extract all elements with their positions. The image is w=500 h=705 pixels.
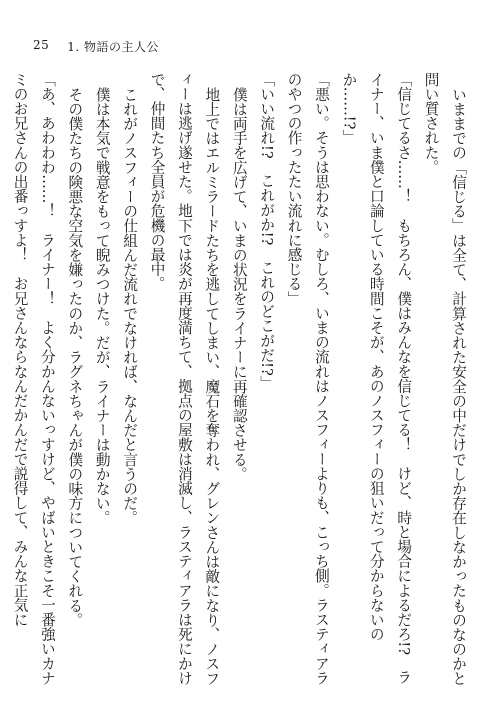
vertical-body-text (11, 72, 472, 687)
paragraph: これがノスフィーの仕組んだ流れでなければ、なんだと言うのだ。 (121, 86, 139, 525)
dialogue-paragraph: 「信じてるさ……！ もちろん、僕はみんなを信じてる！ けど、時と場合によるだろ!? ライナー、いま僕と口論している時間こそが、あのノスフィーの狙いだって分からないのか……!?」 (340, 72, 413, 685)
paragraph: 地上ではエルミラードたちを逃してしまい、魔石を奪われ、グレンさんは敵になり、ノスフィーは逃げ遂せた。地下では炎が再度満ちて、拠点の屋敷は消滅し、ラスティアラは死にかけで、仲間たち全員が危機の最中。 (148, 72, 221, 686)
dialogue-paragraph: 「いい流れ!? これがか!? これのどこがだ!?」 (258, 72, 276, 391)
page-number: 25 (33, 38, 50, 52)
dialogue-paragraph: 「悪い。そうは思わない。むしろ、いまの流れはノスフィーよりも、こっち側。ラスティアラのやつの作ったたい流れに感じる」 (285, 72, 330, 686)
paragraph: 僕は本気で戦意をもって睨みつけた。だが、ライナーは動かない。 (93, 86, 111, 525)
paragraph: いままでの「信じる」は全て、計算された安全の中だけでしか存在しなかったものなのかと問い質された。 (422, 72, 467, 686)
paragraph: 僕は両手を広げて、いまの状況をライナーに再確認させる。 (230, 86, 248, 481)
page-header (33, 38, 159, 55)
chapter-title: 1. 物語の主人公 (67, 40, 160, 54)
dialogue-paragraph: 「あ、あわわわ……！ ライナー！ よく分かんないっすけど、やばいときこそ一番強いカナミのお兄さんの出番っすよ！ お兄さんならなんだかんだで説得して、みんな正気に (11, 72, 56, 686)
paragraph: その僕たちの険悪な空気を嫌ったのか、ラグネちゃんが僕の味方についてくれる。 (66, 86, 84, 627)
